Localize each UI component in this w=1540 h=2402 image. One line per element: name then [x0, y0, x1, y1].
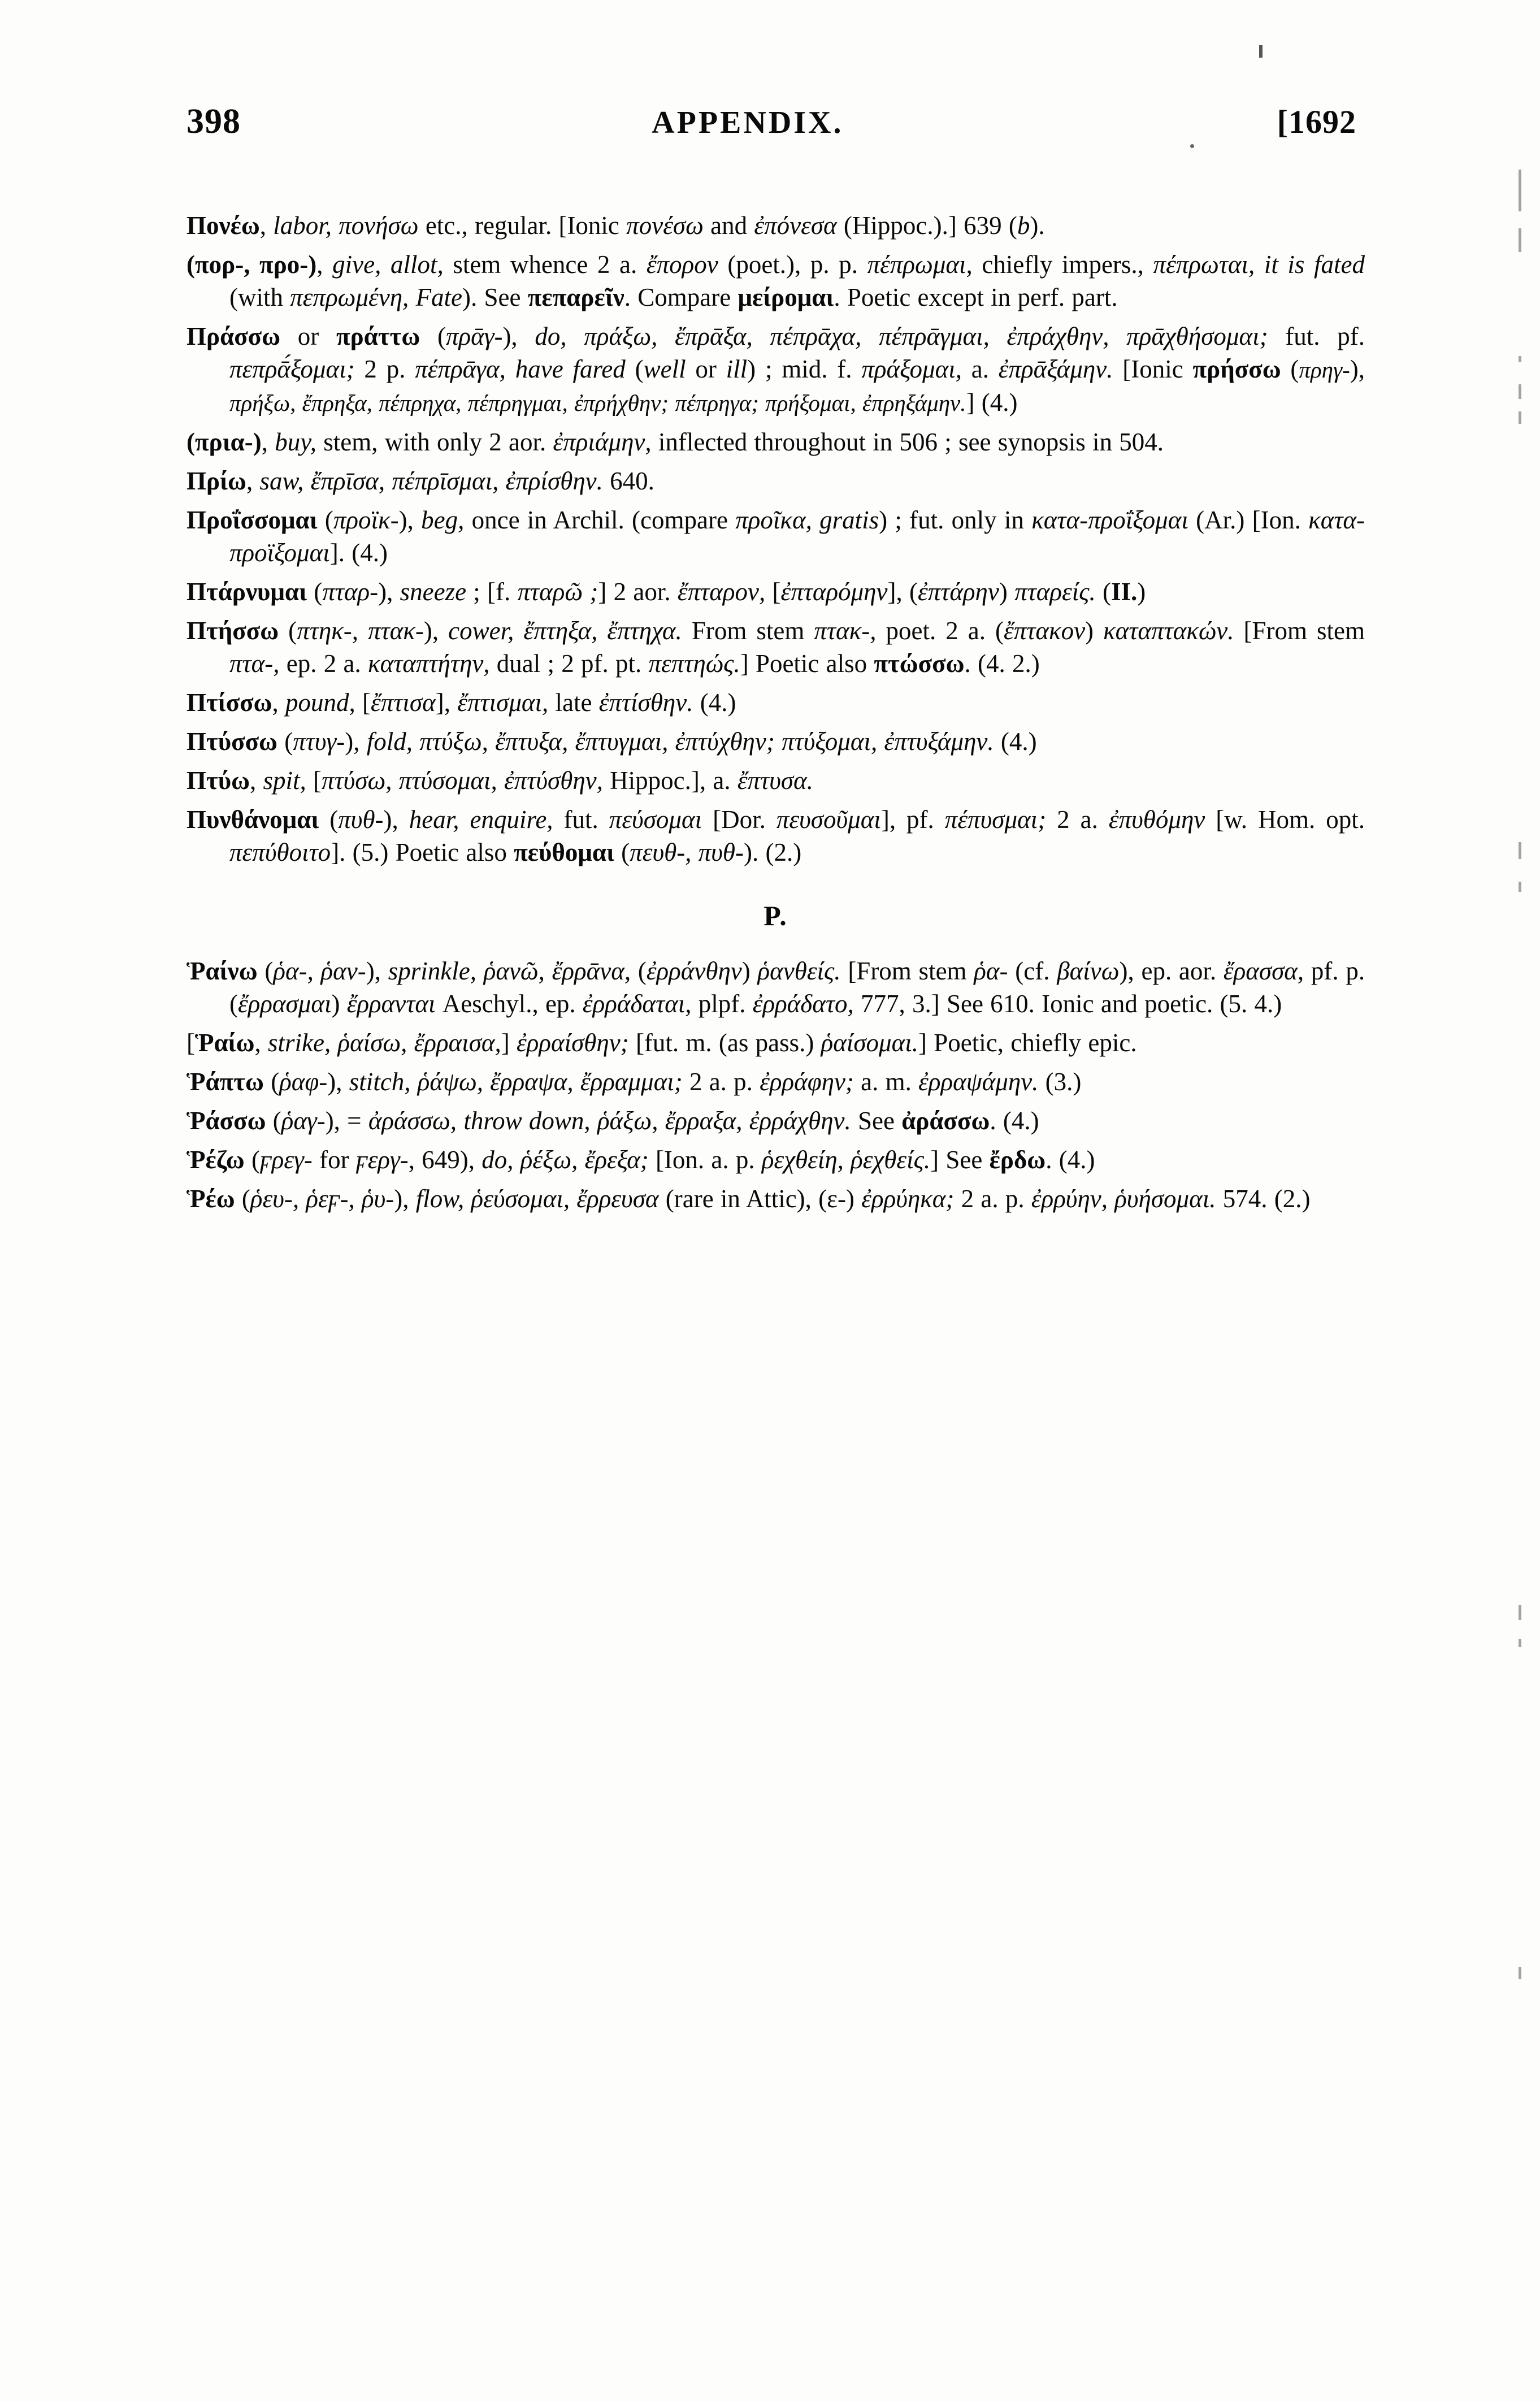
verb-entry-poneo: Πονέω, labor, πονήσω etc., regular. [Ionic πονέσω and ἐπόνεσα (Hippoc.).] 639 (b). [186, 211, 1045, 240]
scan-edge-marks [1519, 170, 1524, 2148]
verb-entry-ptisso: Πτίσσω, pound, [ἔπτισα], ἔπτισμαι, late ἐπτίσθην. (4.) [186, 688, 736, 717]
page-title: APPENDIX. [652, 105, 844, 140]
page-number: 398 [186, 102, 241, 141]
section-letter-heading: P. [764, 900, 788, 931]
verb-entry-raio: [Ῥαίω, strike, ῥαίσω, ἔρραισα,] ἐρραίσθην; [fut. m. (as pass.) ῥαίσομαι.] Poetic, chiefly epic. [186, 1029, 1137, 1057]
running-head [186, 102, 1356, 153]
verb-entry-reo: Ῥέω (ῥευ-, ῥεϝ-, ῥυ-), flow, ῥεύσομαι, ἔρρευσα (rare in Attic), (ε-) ἐρρύηκα; 2 a. p. ἐρρύην, ῥυήσομαι. 574. (2.) [186, 1185, 1311, 1213]
verb-entry-ptesso: Πτήσσω (πτηκ-, πτακ-), cower, ἔπτηξα, ἔπτηχα. From stem πτακ-, poet. 2 a. (ἔπτακον) καταπτακών. [From stem πτα-, ep. 2 a. καταπτήτην, dual ; 2 pf. pt. πεπτηώς.] Poetic also πτώσσω. (4. 2.) [186, 617, 1365, 678]
verb-entry-pria: (πρια-), buy, stem, with only 2 aor. ἐπριάμην, inflected throughout in 506 ; see synopsis in 504. [186, 428, 1164, 456]
verb-entry-rezo: Ῥέζω (ϝρεγ- for ϝεργ-, 649), do, ῥέξω, ἔρεξα; [Ion. a. p. ῥεχθείη, ῥεχθείς.] See ἔρδω. (4.) [186, 1146, 1095, 1174]
verb-entry-ptarnumai: Πτάρνυμαι (πταρ-), sneeze ; [f. πταρῶ ;] 2 aor. ἔπταρον, [ἐπταρόμην], (ἐπτάρην) πταρείς. (II.) [186, 578, 1146, 606]
appendix-body [186, 209, 1365, 1215]
verb-entry-rasso: Ῥάσσω (ῥαγ-), = ἀράσσω, throw down, ῥάξω, ἔρραξα, ἐρράχθην. See ἀράσσω. (4.) [186, 1107, 1039, 1135]
verb-entry-raino: Ῥαίνω (ῥα-, ῥαν-), sprinkle, ῥανῶ, ἔρρᾱνα, (ἐρράνθην) ῥανθείς. [From stem ῥα- (cf. βαίνω), ep. aor. ἔρασσα, pf. p. (ἔρρασμαι) ἔρρανται Aeschyl., ep. ἐρράδαται, plpf. ἐρράδατο, 777, 3.] See 610. Ionic and poetic. (5. 4.) [186, 957, 1365, 1018]
verb-entry-list [186, 209, 1365, 1215]
verb-entry-prasso: Πράσσω or πράττω (πρᾱγ-), do, πράξω, ἔπρᾱξα, πέπρᾱχα, πέπρᾱγμαι, ἐπράχθην, πρᾱχθήσομαι; fut. pf. πεπρᾱ́ξομαι; 2 p. πέπρᾱγα, have fared (well or ill) ; mid. f. πράξομαι, a. ἐπρᾱξάμην. [Ionic πρήσσω (πρηγ-), πρήξω, ἔπρηξα, πέπρηχα, πέπρηγμαι, ἐπρήχθην; πέπρηγα; πρήξομαι, ἐπρηξάμην.] (4.) [186, 322, 1365, 417]
verb-entry-ptyo: Πτύω, spit, [πτύσω, πτύσομαι, ἐπτύσθην, Hippoc.], a. ἔπτυσα. [186, 766, 813, 795]
scan-speck [1259, 45, 1263, 58]
verb-entry-ptysso: Πτύσσω (πτυγ-), fold, πτύξω, ἔπτυξα, ἔπτυγμαι, ἐπτύχθην; πτύξομαι, ἐπτυξάμην. (4.) [186, 727, 1037, 756]
verb-entry-pynthanomai: Πυνθάνομαι (πυθ-), hear, enquire, fut. πεύσομαι [Dor. πευσοῦμαι], pf. πέπυσμαι; 2 a. ἐπυθόμην [w. Hom. opt. πεπύθοιτο]. (5.) Poetic also πεύθομαι (πευθ-, πυθ-). (2.) [186, 805, 1365, 866]
section-reference: [1692 [1277, 103, 1356, 140]
verb-entry-rapto: Ῥάπτω (ῥαφ-), stitch, ῥάψω, ἔρραψα, ἔρραμμαι; 2 a. p. ἐρράφην; a. m. ἐρραψάμην. (3.) [186, 1068, 1082, 1096]
verb-entry-proissomai: Προΐσσομαι (προϊκ-), beg, once in Archil. (compare προῖκα, gratis) ; fut. only in κατα-προΐξομαι (Ar.) [Ion. κατα-προϊξομαι]. (4.) [186, 506, 1365, 567]
verb-entry-prio: Πρίω, saw, ἔπρῑσα, πέπρῑσμαι, ἐπρίσθην. 640. [186, 467, 654, 495]
verb-entry-poro: (πορ-, προ-), give, allot, stem whence 2 a. ἔπορον (poet.), p. p. πέπρωμαι, chiefly impers., πέπρωται, it is fated (with πεπρωμένη, Fate). See πεπαρεῖν. Compare μείρομαι. Poetic except in perf. part. [186, 250, 1365, 311]
scan-speck [1190, 144, 1194, 148]
